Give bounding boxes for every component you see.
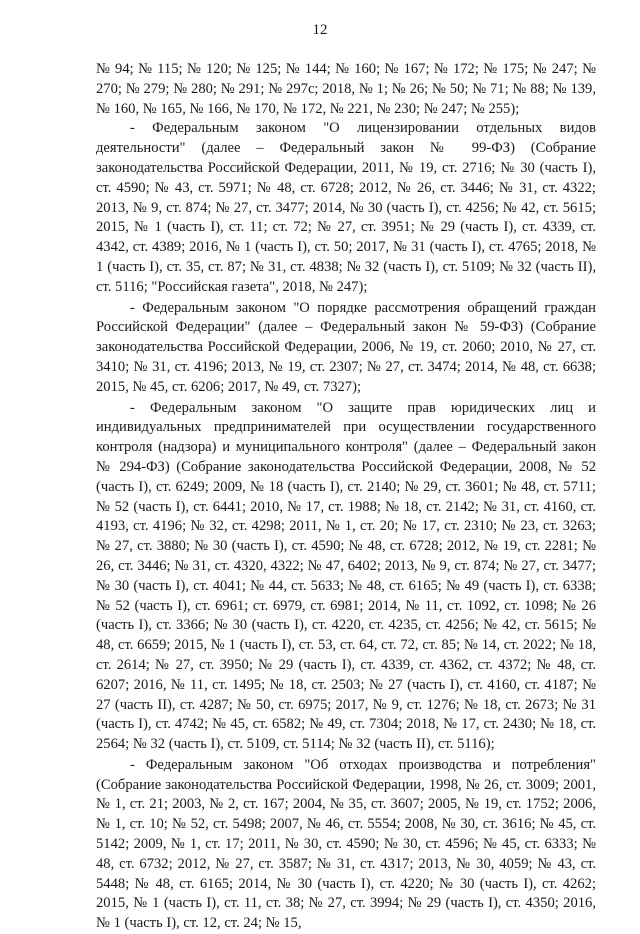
document-body bbox=[96, 60, 596, 934]
paragraph-waste-law: - Федеральным законом "Об отходах производства и потребления" (Собрание законодательства Российской Федерации, 1998, № 26, ст. 3009; 2001, № 1, ст. 21; 2003, № 2, ст. 167; 2004, № 35, ст. 3607; 2005, № 19, ст. 1752; 2006, № 1, ст. 10; № 52, ст. 5498; 2007, № 46, ст. 5554; 2008, № 30, ст. 3616; № 45, ст. 5142; 2009, № 1, ст. 17; 2011, № 30, ст. 4590; № 30, ст. 4596; № 45, ст. 6333; № 48, ст. 6732; 2012, № 27, ст. 3587; № 31, ст. 4317; 2013, № 30, 4059; № 43, ст. 5448; № 48, ст. 6165; 2014, № 30 (часть I), ст. 4220; № 30 (часть I), ст. 4262; 2015, № 1 (часть I), ст. 11, ст. 38; № 27, ст. 3994; № 29 (часть I), ст. 4350; 2016, № 1 (часть I), ст. 12, ст. 24; № 15, bbox=[96, 756, 596, 932]
paragraph-business-protection-law: - Федеральным законом "О защите прав юридических лиц и индивидуальных предпринимателей при осуществлении государственного контроля (надзора) и муниципального контроля" (далее – Федеральный закон № 294-ФЗ) (Собрание законодательства Российской Федерации, 2008, № 52 (часть I), ст. 6249; 2009, № 18 (часть I), ст. 2140; № 29, ст. 3601; № 48, ст. 5711; № 52 (часть I), ст. 6441; 2010, № 17, ст. 1988; № 18, ст. 2142; № 31, ст. 4160, ст. 4193, ст. 4196; № 32, ст. 4298; 2011, № 1, ст. 20; № 17, ст. 2310; № 23, ст. 3263; № 27, ст. 3880; № 30 (часть I), ст. 4590; № 48, ст. 6728; 2012, № 19, ст. 2281; № 26, ст. 3446; № 31, ст. 4320, 4322; № 47, 6402; 2013, № 9, ст. 874; № 27, ст. 3477; № 30 (часть I), ст. 4041; № 44, ст. 5633; № 48, ст. 6165; № 49 (часть I), ст. 6338; № 52 (часть I), ст. 6961; ст. 6979, ст. 6981; 2014, № 11, ст. 1092, ст. 1098; № 26 (часть I), ст. 3366; № 30 (часть I), ст. 4220, ст. 4235, ст. 4256; № 42, ст. 5615; № 48, ст. 6659; 2015, № 1 (часть I), ст. 53, ст. 64, ст. 72, ст. 85; № 14, ст. 2022; № 18, ст. 2614; № 27, ст. 3950; № 29 (часть I), ст. 4339, ст. 4362, ст. 4372; № 48, ст. 6207; 2016, № 11, ст. 1495; № 18, ст. 2503; № 27 (часть I), ст. 4160, ст. 4187; № 27 (часть II), ст. 4287; № 50, ст. 6975; 2017, № 9, ст. 1276; № 18, ст. 2673; № 31 (часть I), ст. 4742; № 45, ст. 6582; № 49, ст. 7304; 2018, № 17, ст. 2430; № 18, ст. 2564; № 32 (часть I), ст. 5109, ст. 5114; № 32 (часть II), ст. 5116); bbox=[96, 399, 596, 753]
page-number: 12 bbox=[312, 22, 328, 38]
paragraph-licensing-law: - Федеральным законом "О лицензировании отдельных видов деятельности" (далее – Федеральный закон № 99-ФЗ) (Собрание законодательства Российской Федерации, 2011, № 19, ст. 2716; № 30 (часть I), ст. 4590; № 43, ст. 5971; № 48, ст. 6728; 2012, № 26, ст. 3446; № 31, ст. 4322; 2013, № 9, ст. 874; № 27, ст. 3477; 2014, № 30 (часть I), ст. 4256; № 42, ст. 5615; 2015, № 1 (часть I), ст. 11; ст. 72; № 27, ст. 3951; № 29 (часть I), ст. 4339, ст. 4342, ст. 4389; 2016, № 1 (часть I), ст. 50; 2017, № 31 (часть I), ст. 4765; 2018, № 1 (часть I), ст. 35, ст. 87; № 31, ст. 4838; № 32 (часть I), ст. 5109; № 32 (часть II), ст. 5116; "Российская газета", 2018, № 247); bbox=[96, 120, 596, 295]
paragraph-citizen-appeals-law: - Федеральным законом "О порядке рассмотрения обращений граждан Российской Федерации" (далее – Федеральный закон № 59-ФЗ) (Собрание законодательства Российской Федерации, 2006, № 19, ст. 2060; 2010, № 27, ст. 3410; № 31, ст. 4196; 2013, № 19, ст. 2307; № 27, ст. 3474; 2014, № 48, ст. 6638; 2015, № 45, ст. 6206; 2017, № 49, ст. 7327); bbox=[96, 299, 596, 395]
paragraph-continuation: № 94; № 115; № 120; № 125; № 144; № 160; № 167; № 172; № 175; № 247; № 270; № 279; № 280; № 291; № 297с; 2018, № 1; № 26; № 50; № 71; № 88; № 139, № 160, № 165, № 166, № 170, № 172, № 221, № 230; № 247; № 255); bbox=[96, 61, 596, 117]
